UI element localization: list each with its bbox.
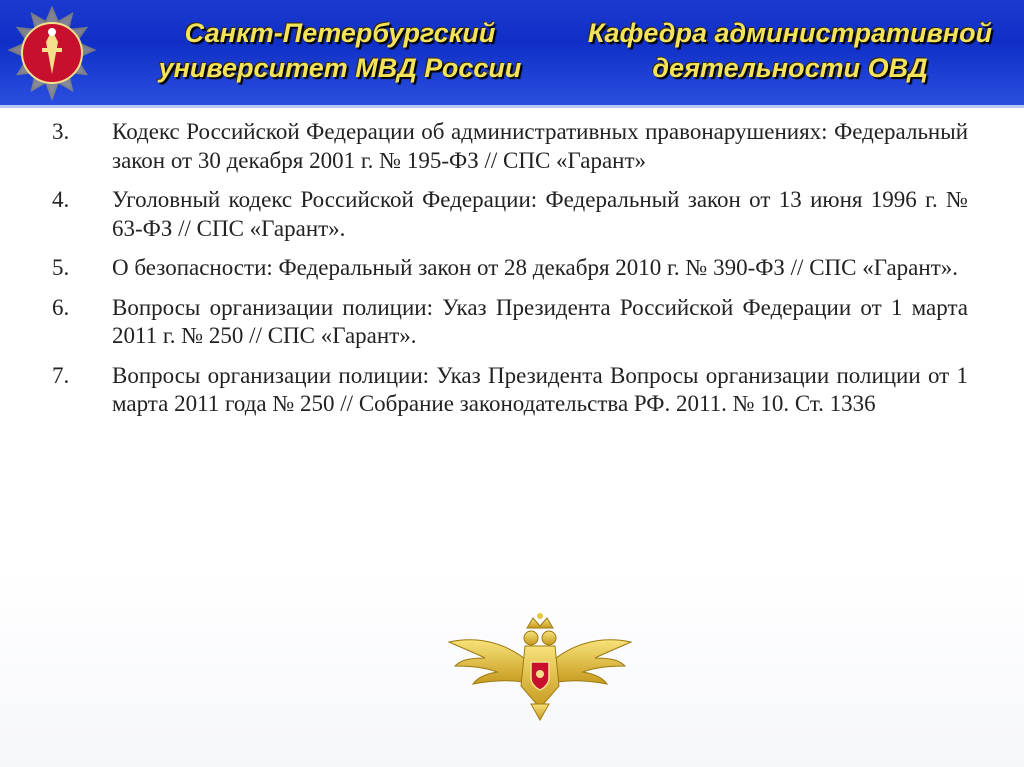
department-title-line-1: Кафедра административной	[587, 18, 993, 48]
reference-list	[52, 118, 968, 430]
university-emblem-icon	[6, 4, 98, 102]
list-item-text: Вопросы организации полиции: Указ Президента Российской Федерации от 1 марта 2011 г. № 250 // СПС «Гарант».	[112, 294, 968, 348]
university-title	[100, 16, 580, 86]
list-item	[52, 362, 968, 419]
list-item-text: Уголовный кодекс Российской Федерации: Федеральный закон от 13 июня 1996 г. № 63-ФЗ // СПС «Гарант».	[112, 187, 968, 241]
list-item-text: Вопросы организации полиции: Указ Президента Вопросы организации полиции от 1 марта 2011 года № 250 // Собрание законодательства РФ. 2011. № 10. Ст. 1336	[112, 362, 968, 416]
university-title-line-2: университет МВД России	[158, 53, 522, 83]
list-item	[52, 118, 968, 175]
university-title-line-1: Санкт-Петербургский	[184, 18, 496, 48]
list-item	[52, 294, 968, 351]
list-item	[52, 186, 968, 243]
police-eagle-emblem-icon	[447, 612, 633, 722]
list-item-number: 7.	[52, 362, 70, 388]
list-item-number: 5.	[52, 255, 70, 280]
list-item-number: 3.	[52, 119, 70, 144]
department-title-line-2: деятельности ОВД	[652, 53, 928, 83]
department-title	[560, 16, 1020, 86]
list-item-text: О безопасности: Федеральный закон от 28 декабря 2010 г. № 390-ФЗ // СПС «Гарант».	[112, 255, 958, 280]
list-item-text: Кодекс Российской Федерации об административных правонарушениях: Федеральный закон от 30 декабря 2001 г. № 195-ФЗ // СПС «Гарант»	[112, 119, 968, 173]
slide-header	[0, 0, 1024, 108]
list-item-number: 6.	[52, 294, 70, 320]
list-item	[52, 254, 968, 283]
list-item-number: 4.	[52, 187, 70, 212]
